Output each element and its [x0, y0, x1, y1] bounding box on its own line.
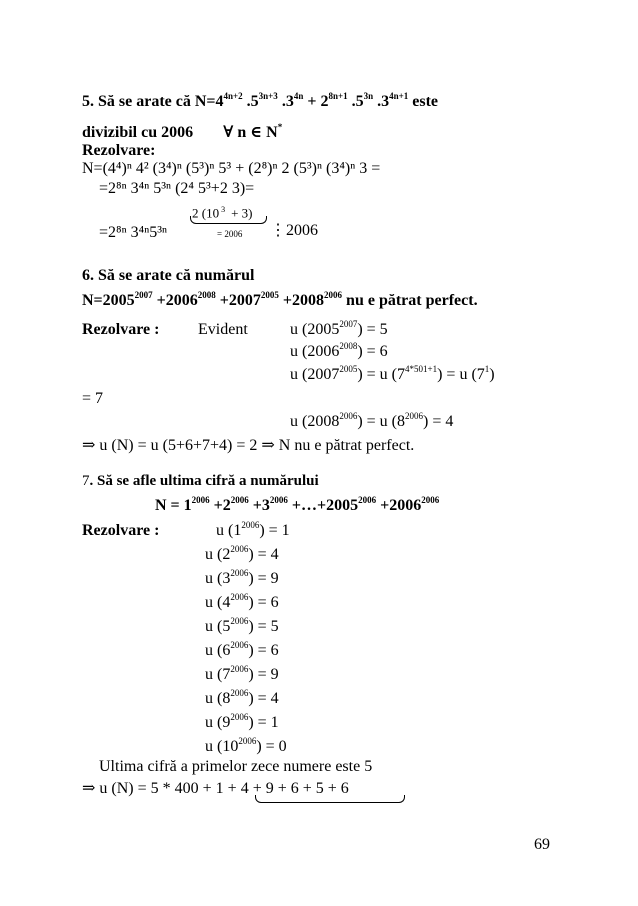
p6-title: 6. Să se arate că numărul — [82, 267, 255, 284]
p7-last: Ultima cifră a primelor zece numere este 5 — [99, 758, 373, 775]
p6-u1: u $(2005^{2007}) = 5$ — [290, 318, 388, 338]
p6-rezolvare: Rezolvare : — [82, 321, 160, 338]
p7-row: u $(9^{2006}) = 1$ — [205, 711, 279, 731]
p6-u3: u $(2007^{2005}) = u$ $(7^{4*501+1}) = u$ $(7^1)$ — [290, 363, 495, 383]
p5-eq1: N=(4⁴)ⁿ 4² (3⁴)ⁿ (5³)ⁿ 5³ + (2⁸)ⁿ 2 (5³)ⁿ (3⁴)ⁿ 3 = — [82, 160, 381, 177]
p7-row: u $(7^{2006}) = 9$ — [205, 663, 279, 683]
p7-row: u $(4^{2006}) = 6$ — [205, 591, 279, 611]
p7-rezolvare: Rezolvare : — [82, 522, 160, 539]
p6-u2: u $(2006^{2008}) = 6$ — [290, 340, 388, 360]
p6-statement: $N=2005^{2007} +2006^{2008} +2007^{2005} +2008^{2006}$ nu e pătrat perfect. — [82, 289, 478, 309]
p7-underbrace — [255, 795, 405, 803]
p5-eq3-div: ⋮2006 — [270, 222, 318, 239]
p6-evident: Evident — [198, 321, 248, 338]
p6-u4: u $(2008^{2006}) = u$ $(8^{2006}) = 4$ — [290, 410, 454, 430]
p7-statement: $N = 1^{2006} +2^{2006} +3^{2006}$ $+\dots+2005^{2006} +2006^{2006}$ — [155, 494, 440, 514]
p5-eq3: =2⁸ⁿ 3⁴ⁿ5³ⁿ — [99, 224, 168, 241]
p5-eq2: =2⁸ⁿ 3⁴ⁿ 5³ⁿ (2⁴ 5³+2 3)= — [99, 180, 255, 197]
p6-conclusion: ⇒ u (N) = u (5+6+7+4) = 2 ⇒ N nu e pătrat perfect. — [82, 437, 415, 454]
p5-eq3-top: 2 (10 $^3$ + 3) — [192, 205, 253, 221]
p7-title: 7. Să se afle ultima cifră a numărului — [82, 473, 319, 489]
p7-row: u $(2^{2006}) = 4$ — [205, 543, 279, 563]
p7-row: u $(8^{2006}) = 4$ — [205, 687, 279, 707]
p5-line2: divizibil cu 2006 ∀ n ∈ N* — [82, 121, 283, 141]
p7-row: u $(10^{2006}) = 0$ — [205, 735, 287, 755]
page-number: 69 — [534, 836, 550, 853]
p7-row: u $(3^{2006}) = 9$ — [205, 567, 279, 587]
p5-underbrace — [190, 216, 267, 224]
p5-eq3-under: = 2006 — [217, 229, 243, 239]
p5-line1: 5. Să se arate că $N=4^{4n+2}$ $.5^{3n+3}$ $.3^{4n} + 2^{8n+1}$ $.5^{3n}$ $.3^{4n+1}$ este — [82, 90, 439, 110]
p7-row: u $(5^{2006}) = 5$ — [205, 615, 279, 635]
p7-row: u $(6^{2006}) = 6$ — [205, 639, 279, 659]
p6-eq7: = 7 — [82, 390, 104, 407]
p7-final: ⇒ u (N) = 5 * 400 + 1 + 4 + 9 + 6 + 5 + 6 — [82, 780, 349, 797]
p7-row: u $(1^{2006}) = 1$ — [216, 519, 290, 539]
p5-rezolvare: Rezolvare: — [82, 142, 156, 159]
